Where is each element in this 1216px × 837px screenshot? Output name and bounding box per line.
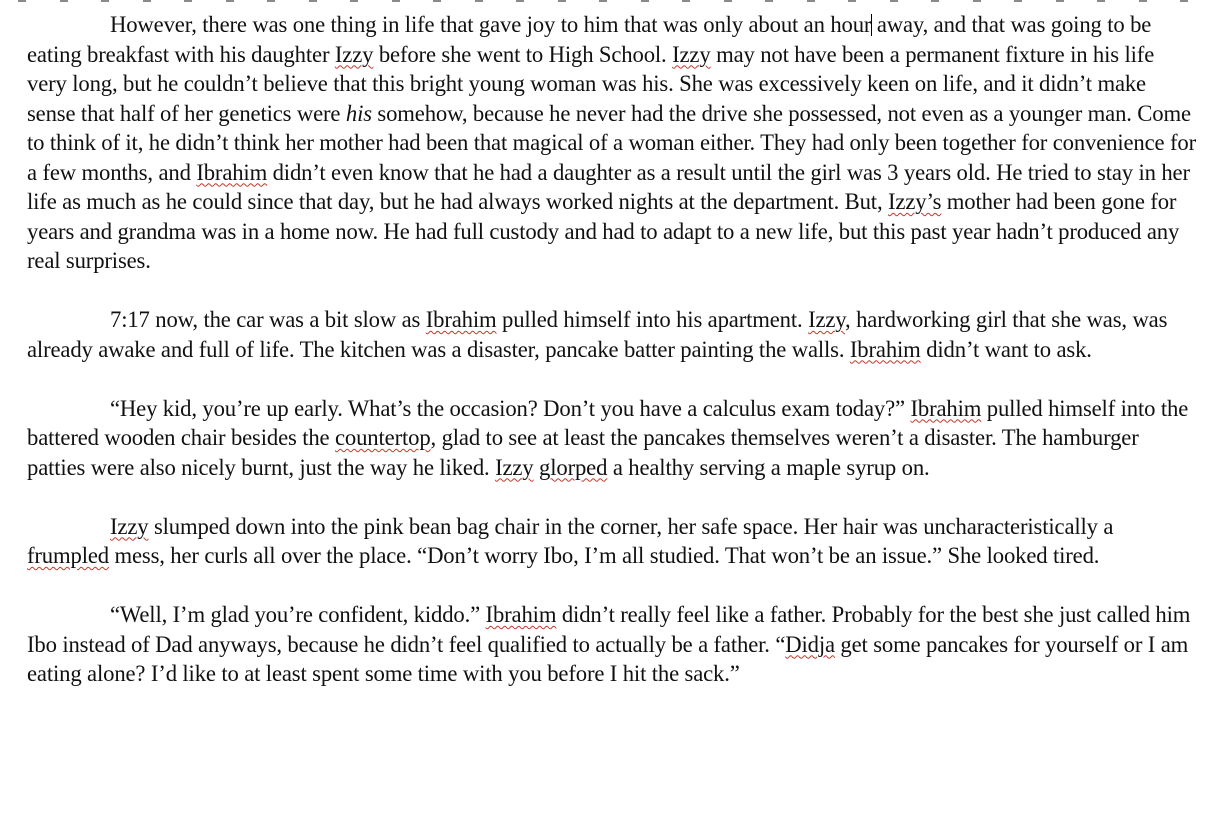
misspelled-word: Didja [785,631,835,657]
ruler-dash [60,0,68,2]
ruler-dash [682,0,690,2]
misspelled-word: Izzy [808,307,846,332]
misspelled-word: Izzy [495,454,534,480]
text-run: didn’t even know that he had a daughter as a result until the girl was 3 years old. He tried to stay in her life as much as he could since that day, but he had always worked nights at the department. But, [27,159,1190,214]
misspelled-word: Ibrahim [485,602,557,627]
misspelled-word: Ibrahim [425,307,497,332]
text-run: didn’t want to ask. [920,336,1092,362]
text-run: mess, her curls all over the place. “Don’t worry Ibo, I’m all studied. That won’t be an issue.” She looked tired. [108,543,1100,568]
ruler-dash [475,0,483,2]
ruler-dash [267,0,275,2]
paragraph [27,10,1197,276]
text-run: , hardworking girl that she was, was already awake and full of life. The kitchen was a disaster, pancake batter painting the walls. [27,307,1168,362]
text-run: , glad to see at least the pancakes themselves weren’t a disaster. The hamburger patties were also nicely burnt, just the way he liked. [27,425,1139,480]
text-run: didn’t really feel like a father. Probably for the best she just called him Ibo instead of Dad anyways, because he didn’t feel qualified to actually be a father. “ [27,602,1191,657]
ruler-dash [724,0,732,2]
paragraph [27,394,1197,483]
ruler-dash [765,0,773,2]
ruler-dash [350,0,358,2]
ruler-dash [1014,0,1022,2]
ruler-dash [1180,0,1188,2]
text-run: 7:17 now, the car was a bit slow as [110,307,426,332]
ruler-dash [309,0,317,2]
text-run: away, and that was going to be eating breakfast with his daughter [27,12,1152,67]
paragraph [27,600,1197,689]
ruler-dash [848,0,856,2]
ruler-dash [558,0,566,2]
paragraph [27,305,1197,364]
text-run: slumped down into the pink bean bag chair in the corner, her safe space. Her hair was uncharacteristically a [148,513,1114,539]
misspelled-word: Ibrahim [196,159,268,185]
misspelled-word: Ibrahim [910,395,982,421]
ruler-dash [18,0,26,2]
ruler-dash [226,0,234,2]
ruler-dash [1139,0,1147,2]
ruler-dash [143,0,151,2]
ruler-dash [641,0,649,2]
misspelled-word: Izzy [334,41,374,67]
text-run: pulled himself into his apartment. [496,307,809,332]
italic-text: his [345,100,372,126]
ruler-dash [433,0,441,2]
ruler-dash [184,0,192,2]
ruler-dash [973,0,981,2]
ruler-dash [1097,0,1105,2]
ruler-dash [101,0,109,2]
text-run: pulled himself into the battered wooden chair besides the [27,395,1189,450]
misspelled-word: Izzy [110,513,149,539]
ruler-dash [931,0,939,2]
paragraph [27,512,1197,571]
ruler-dash [1056,0,1064,2]
ruler-dash [392,0,400,2]
text-run: may not have been a permanent fixture in his life very long, but he couldn’t believe that this bright young woman was his. She was excessively keen on life, and it didn’t make sense that half of her genetics were [27,41,1155,126]
ruler-dash [599,0,607,2]
misspelled-word: frumpled [27,543,109,568]
misspelled-word: glorped [539,454,608,480]
text-run: mother had been gone for years and grandma was in a home now. He had full custody and had to adapt to a new life, but this past year hadn’t produced any real surprises. [27,189,1180,273]
ruler-dashes [0,0,1216,3]
misspelled-word: countertop [335,425,431,450]
text-run: However, there was one thing in life that gave joy to him that was only about an hour [110,12,872,37]
misspelled-word: Izzy [672,41,711,67]
ruler-dash [516,0,524,2]
text-run: “Hey kid, you’re up early. What’s the occasion? Don’t you have a calculus exam today?” [110,395,911,421]
text-run: get some pancakes for yourself or I am eating alone? I’d like to at least spent some time with you before I hit the sack.” [27,631,1189,686]
text-run: somehow, because he never had the drive she possessed, not even as a younger man. Come to think of it, he didn’t think her mother had been that magical of a woman either. They had only been together for convenience for a few months, and [27,100,1196,185]
ruler-dash [890,0,898,2]
text-run: “Well, I’m glad you’re confident, kiddo.” [110,602,486,627]
text-run: before she went to High School. [373,41,673,67]
misspelled-word: Ibrahim [849,336,921,362]
misspelled-word: Izzy’s [888,189,942,214]
ruler-dash [807,0,815,2]
text-run: a healthy serving a maple syrup on. [607,454,930,480]
document-body[interactable] [27,10,1197,718]
